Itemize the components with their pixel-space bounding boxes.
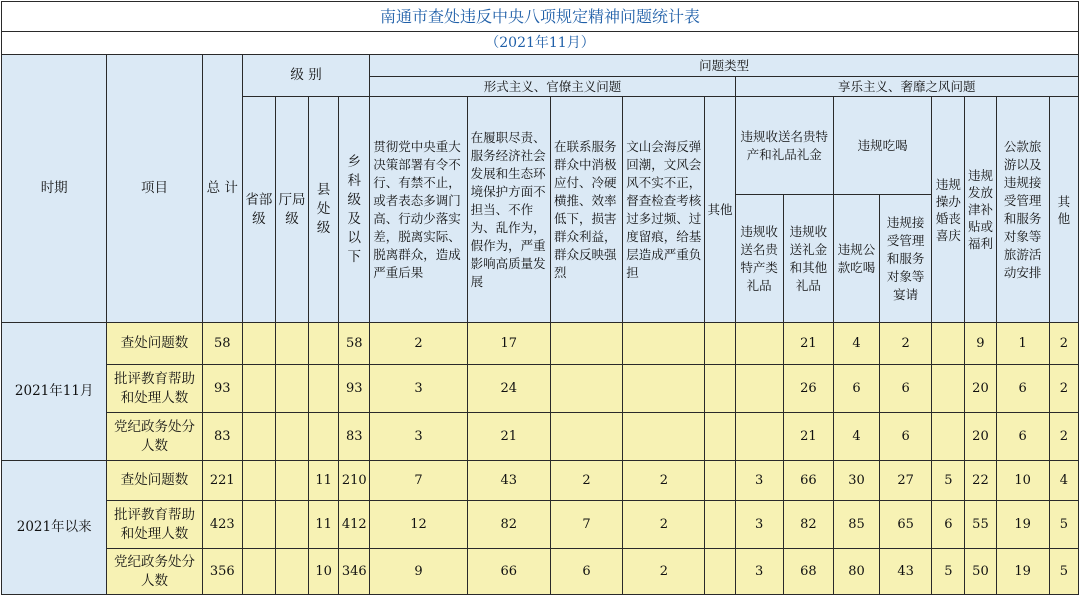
header-level-township: 乡科级及以下	[339, 97, 370, 323]
cell-t: 1	[996, 323, 1049, 365]
header-level: 级 别	[242, 55, 369, 97]
header-problem-type: 问题类型	[370, 55, 1079, 77]
cell-l3: 10	[309, 549, 339, 595]
cell-l2	[275, 413, 308, 461]
cell-e2: 27	[880, 461, 932, 501]
cell-g1	[735, 365, 783, 413]
statistics-table	[1, 1, 1079, 595]
cell-e1: 80	[833, 549, 879, 595]
cell-f5	[705, 549, 735, 595]
cell-l1	[242, 461, 275, 501]
table-row	[2, 501, 1079, 549]
cell-f1: 9	[370, 549, 467, 595]
cell-w: 6	[932, 501, 965, 549]
cell-e2: 2	[880, 323, 932, 365]
header-gift-cash: 违规收送礼金和其他礼品	[783, 195, 833, 323]
cell-g1: 3	[735, 461, 783, 501]
cell-f5	[705, 461, 735, 501]
cell-t: 6	[996, 413, 1049, 461]
row-item: 党纪政务处分人数	[107, 549, 202, 595]
cell-g2: 21	[783, 413, 833, 461]
cell-e1: 4	[833, 413, 879, 461]
cell-f3	[550, 323, 622, 365]
row-item: 查处问题数	[107, 323, 202, 365]
cell-l4: 412	[339, 501, 370, 549]
cell-l2	[275, 461, 308, 501]
cell-f4	[623, 413, 705, 461]
cell-l4: 210	[339, 461, 370, 501]
header-formalism-1: 贯彻党中央重大决策部署有令不行、有禁不止，或者表态多调门高、行动少落实差，脱离实际、脱离群众，造成严重后果	[370, 97, 467, 323]
header-gift-specialty: 违规收送名贵特产类礼品	[735, 195, 783, 323]
cell-f3	[550, 413, 622, 461]
cell-e1: 4	[833, 323, 879, 365]
cell-a: 22	[965, 461, 996, 501]
cell-l3	[309, 323, 339, 365]
cell-w: 5	[932, 549, 965, 595]
cell-f1: 2	[370, 323, 467, 365]
cell-f1: 12	[370, 501, 467, 549]
cell-f2: 66	[467, 549, 550, 595]
cell-e1: 6	[833, 365, 879, 413]
cell-l4: 58	[339, 323, 370, 365]
row-item: 批评教育帮助和处理人数	[107, 501, 202, 549]
cell-f3: 7	[550, 501, 622, 549]
cell-total: 356	[202, 549, 242, 595]
header-hedonism-gift: 违规收送名贵特产和礼品礼金	[735, 97, 833, 195]
cell-f4	[623, 323, 705, 365]
cell-g2: 26	[783, 365, 833, 413]
cell-w: 5	[932, 461, 965, 501]
cell-g2: 68	[783, 549, 833, 595]
cell-a: 20	[965, 365, 996, 413]
cell-total: 221	[202, 461, 242, 501]
cell-o: 4	[1049, 461, 1078, 501]
cell-o: 2	[1049, 413, 1078, 461]
cell-o: 5	[1049, 549, 1078, 595]
cell-f4: 2	[623, 461, 705, 501]
header-item: 项目	[107, 55, 202, 323]
cell-total: 93	[202, 365, 242, 413]
row-item: 党纪政务处分人数	[107, 413, 202, 461]
period-cell: 2021年以来	[2, 461, 107, 595]
cell-a: 50	[965, 549, 996, 595]
cell-o: 2	[1049, 365, 1078, 413]
cell-w	[932, 413, 965, 461]
cell-f5	[705, 323, 735, 365]
cell-e2: 43	[880, 549, 932, 595]
cell-o: 2	[1049, 323, 1078, 365]
row-item: 批评教育帮助和处理人数	[107, 365, 202, 413]
cell-l2	[275, 549, 308, 595]
header-period: 时期	[2, 55, 107, 323]
header-hedonism-other: 其他	[1049, 97, 1078, 323]
cell-total: 83	[202, 413, 242, 461]
header-total: 总 计	[202, 55, 242, 323]
cell-l3	[309, 413, 339, 461]
cell-o: 5	[1049, 501, 1078, 549]
cell-f4: 2	[623, 549, 705, 595]
table-row	[2, 413, 1079, 461]
cell-l2	[275, 323, 308, 365]
cell-l1	[242, 413, 275, 461]
header-level-province: 省部级	[242, 97, 275, 323]
cell-f5	[705, 365, 735, 413]
cell-total: 423	[202, 501, 242, 549]
header-formalism-4: 文山会海反弹回潮，文风会风不实不正，督查检查考核过多过频、过度留痕，给基层造成严重负担	[623, 97, 705, 323]
cell-f2: 43	[467, 461, 550, 501]
title-text: 南通市查处违反中央八项规定精神问题统计表	[379, 6, 700, 26]
cell-f3	[550, 365, 622, 413]
table-subtitle: （2021年11月）	[2, 32, 1079, 55]
cell-total: 58	[202, 323, 242, 365]
cell-t: 6	[996, 365, 1049, 413]
header-formalism-other: 其他	[705, 97, 735, 323]
cell-f1: 3	[370, 413, 467, 461]
cell-l4: 93	[339, 365, 370, 413]
header-level-county: 县处级	[309, 97, 339, 323]
cell-f4	[623, 365, 705, 413]
header-formalism: 形式主义、官僚主义问题	[370, 77, 735, 97]
table-title	[2, 2, 1079, 32]
cell-l1	[242, 323, 275, 365]
cell-w	[932, 365, 965, 413]
cell-f5	[705, 501, 735, 549]
header-eat-banquet: 违规接受管理和服务对象等宴请	[880, 195, 932, 323]
table-row	[2, 461, 1079, 501]
header-hedonism: 享乐主义、奢靡之风问题	[735, 77, 1078, 97]
cell-f2: 24	[467, 365, 550, 413]
cell-f3: 6	[550, 549, 622, 595]
cell-g1	[735, 413, 783, 461]
cell-l1	[242, 365, 275, 413]
cell-f1: 3	[370, 365, 467, 413]
cell-w	[932, 323, 965, 365]
cell-f2: 21	[467, 413, 550, 461]
header-hedonism-travel: 公款旅游以及违规接受管理和服务对象等旅游活动安排	[996, 97, 1049, 323]
table-row	[2, 549, 1079, 595]
cell-e2: 6	[880, 413, 932, 461]
cell-g1: 3	[735, 549, 783, 595]
header-formalism-3: 在联系服务群众中消极应付、冷硬横推、效率低下，损害群众利益，群众反映强烈	[550, 97, 622, 323]
cell-t: 19	[996, 549, 1049, 595]
header-eat-public: 违规公款吃喝	[833, 195, 879, 323]
cell-g2: 21	[783, 323, 833, 365]
table-row	[2, 365, 1079, 413]
cell-g1	[735, 323, 783, 365]
row-item: 查处问题数	[107, 461, 202, 501]
cell-a: 55	[965, 501, 996, 549]
cell-a: 20	[965, 413, 996, 461]
cell-l3: 11	[309, 501, 339, 549]
cell-f2: 82	[467, 501, 550, 549]
cell-f1: 7	[370, 461, 467, 501]
cell-e2: 6	[880, 365, 932, 413]
cell-a: 9	[965, 323, 996, 365]
cell-l4: 83	[339, 413, 370, 461]
header-hedonism-eat: 违规吃喝	[833, 97, 931, 195]
cell-t: 10	[996, 461, 1049, 501]
cell-f5	[705, 413, 735, 461]
cell-f4: 2	[623, 501, 705, 549]
period-cell: 2021年11月	[2, 323, 107, 461]
cell-f2: 17	[467, 323, 550, 365]
cell-g2: 66	[783, 461, 833, 501]
cell-g1: 3	[735, 501, 783, 549]
cell-l4: 346	[339, 549, 370, 595]
cell-t: 19	[996, 501, 1049, 549]
header-hedonism-wedding: 违规操办婚丧喜庆	[932, 97, 965, 323]
cell-l3	[309, 365, 339, 413]
cell-l2	[275, 501, 308, 549]
table-row	[2, 323, 1079, 365]
header-hedonism-allowance: 违规发放津补贴或福利	[965, 97, 996, 323]
cell-l1	[242, 549, 275, 595]
cell-f3: 2	[550, 461, 622, 501]
cell-l3: 11	[309, 461, 339, 501]
cell-l1	[242, 501, 275, 549]
cell-e1: 85	[833, 501, 879, 549]
cell-e2: 65	[880, 501, 932, 549]
cell-g2: 82	[783, 501, 833, 549]
cell-e1: 30	[833, 461, 879, 501]
cell-l2	[275, 365, 308, 413]
header-level-bureau: 厅局级	[275, 97, 308, 323]
header-formalism-2: 在履职尽责、服务经济社会发展和生态环境保护方面不担当、不作为、乱作为，假作为，严重影响高质量发展	[467, 97, 550, 323]
